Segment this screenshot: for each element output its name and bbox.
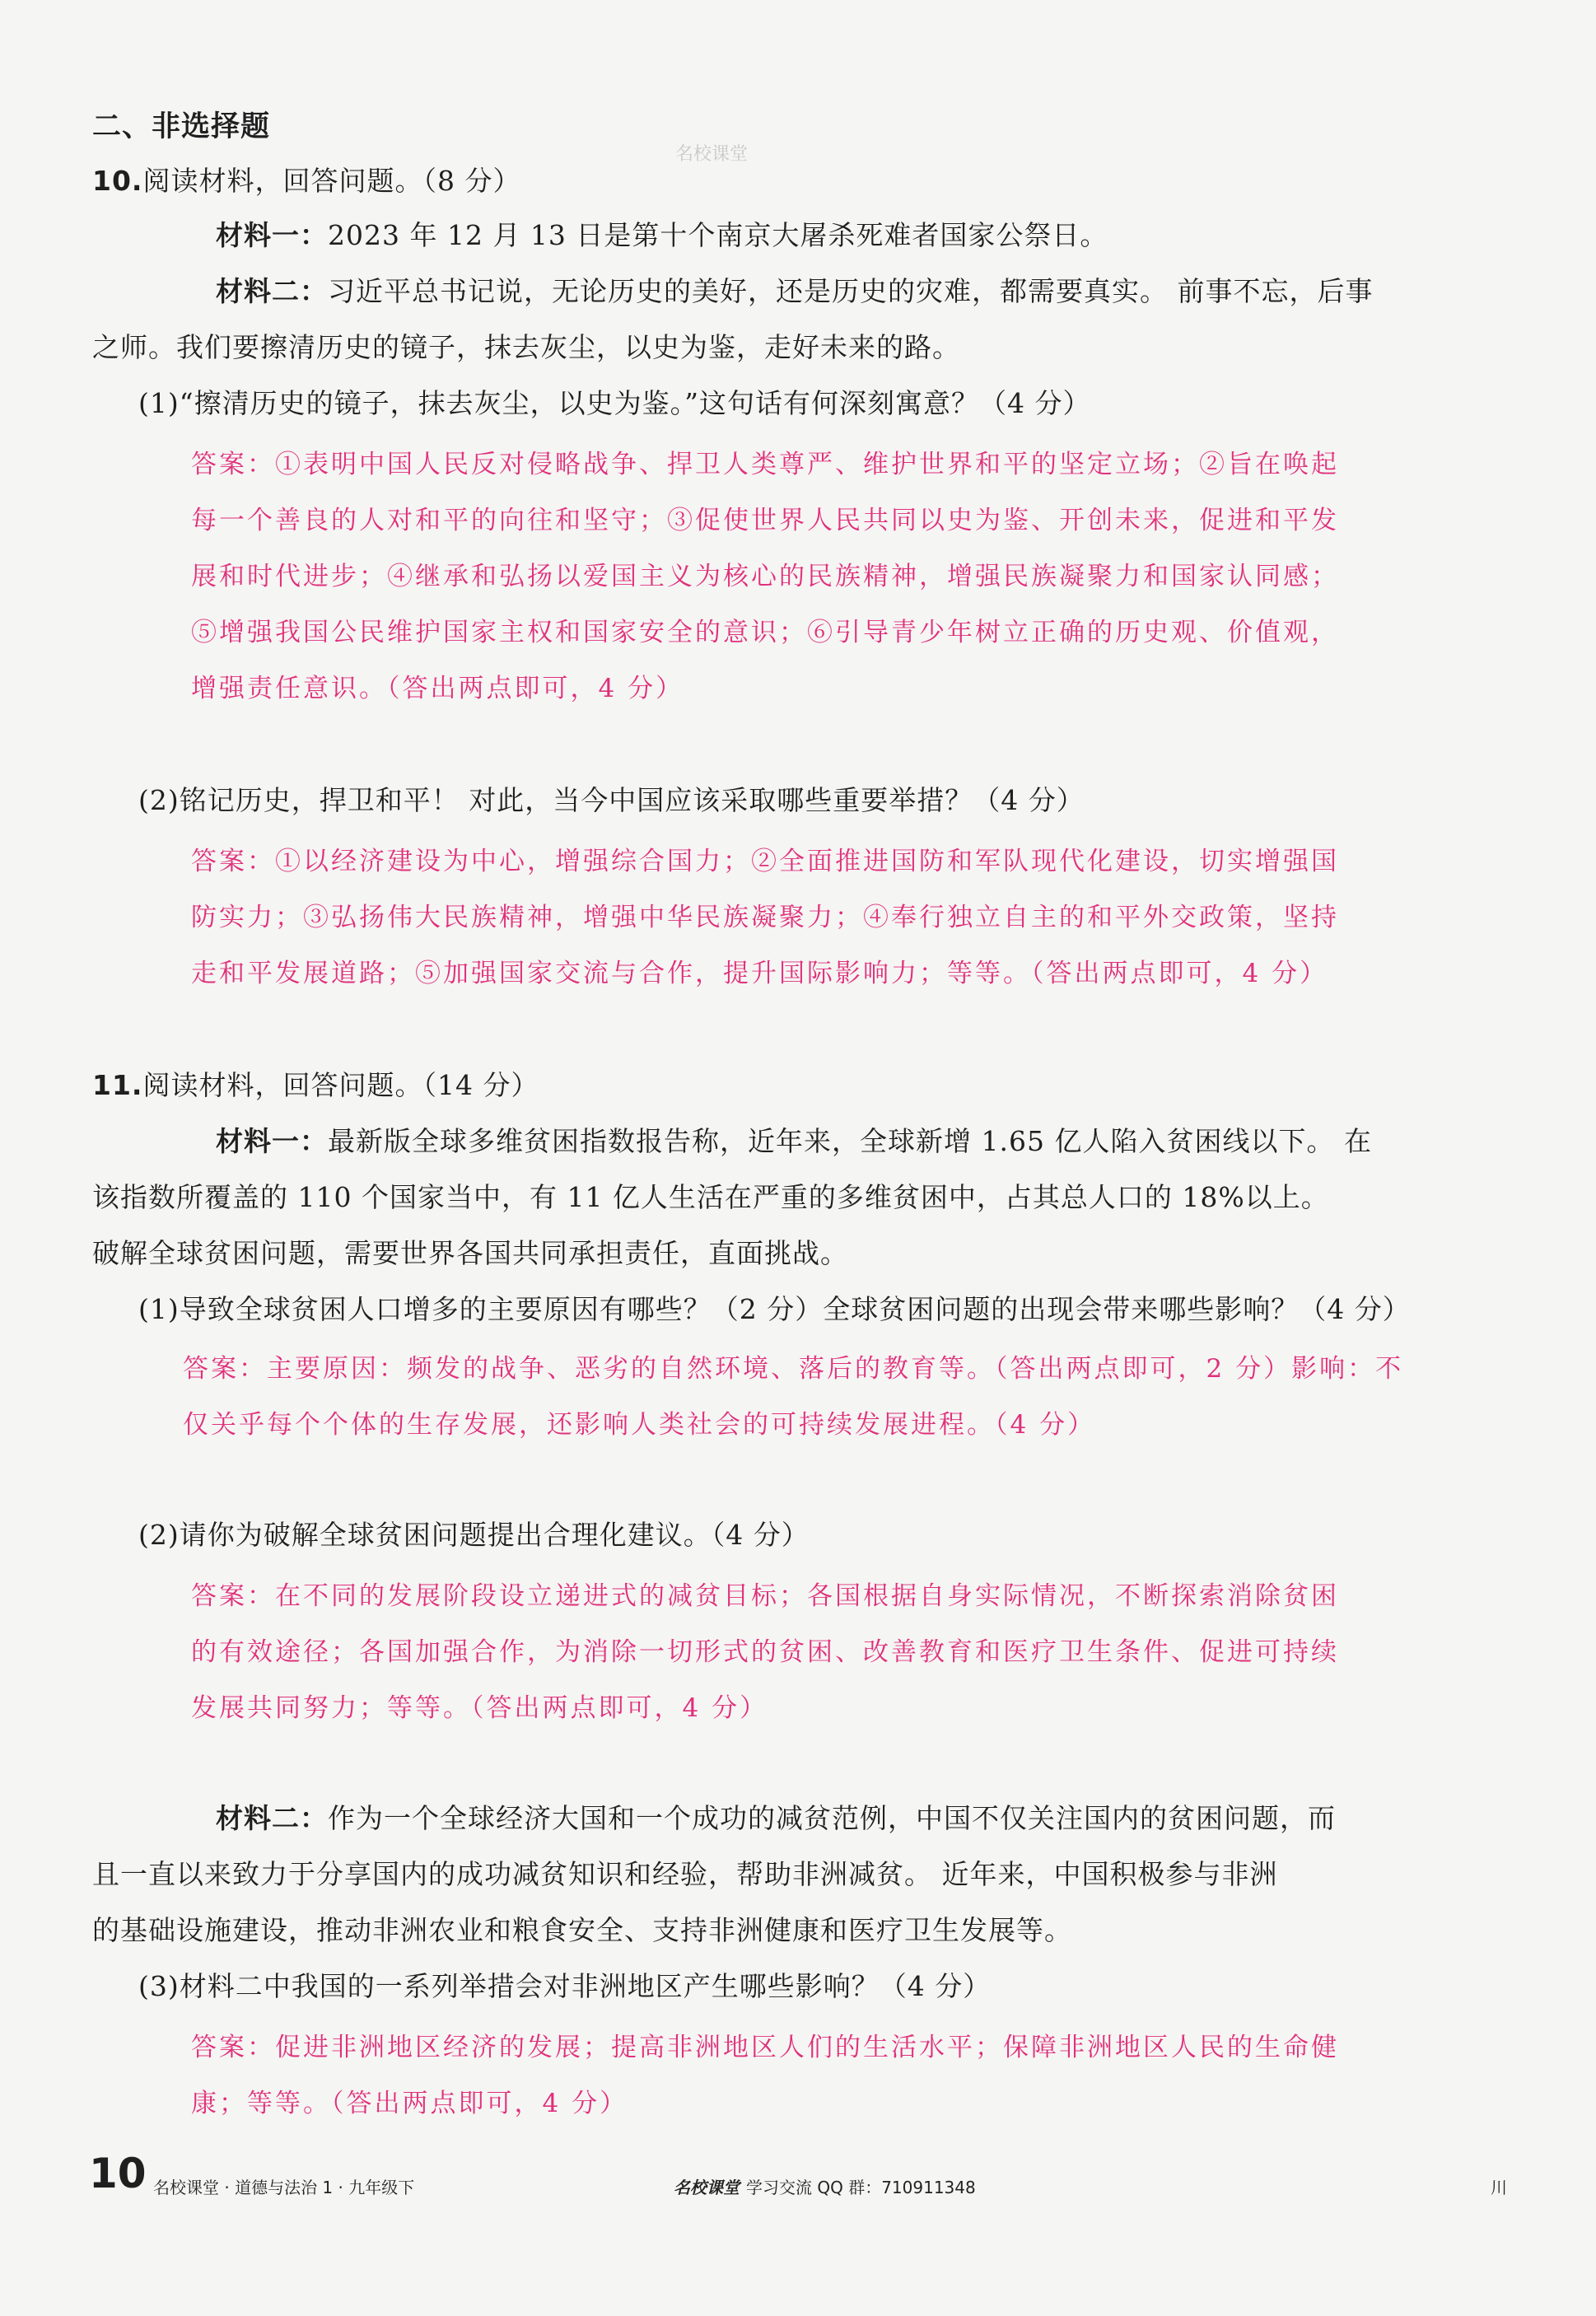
answer-line: 的有效途径；各国加强合作，为消除一切形式的贫困、改善教育和医疗卫生条件、促进可持续 [191,1637,1339,1667]
section-title: 二、非选择题 [92,110,271,143]
question-11-stem [92,1067,539,1104]
material-text: 作为一个全球经济大国和一个成功的减贫范例，中国不仅关注国内的贫困问题，而 [328,1802,1336,1834]
question-text: 阅读材料，回答问题。（8 分） [142,165,521,197]
material-label: 材料一： [216,1125,328,1157]
material-one-line: 该指数所覆盖的 110 个国家当中，有 11 亿人生活在严重的多维贫困中，占其总人口的 18%以上。 [92,1181,1329,1213]
material-two-line: 且一直以来致力于分享国内的成功减贫知识和经验，帮助非洲减贫。 近年来，中国积极参与非洲 [92,1858,1278,1890]
qq-group: 学习交流 QQ 群：710911348 [746,2178,976,2197]
footer-mark: 川 [1491,2178,1507,2197]
brand-logo: 名校课堂 [674,2178,740,2197]
answer-line: 答案：①表明中国人民反对侵略战争、捍卫人类尊严、维护世界和平的坚定立场；②旨在唤起 [191,450,1339,479]
material-two-line: 之师。我们要擦清历史的镜子，抹去灰尘，以史为鉴，走好未来的路。 [92,331,960,363]
material-two-line [216,1800,1336,1837]
material-label: 材料二： [216,1802,328,1834]
answer-line: 康；等等。（答出两点即可，4 分） [191,2089,628,2118]
answer-line: 答案：促进非洲地区经济的发展；提高非洲地区人们的生活水平；保障非洲地区人民的生命健 [191,2033,1339,2062]
material-text: 习近平总书记说，无论历史的美好，还是历史的灾难，都需要真实。 前事不忘，后事 [328,275,1374,307]
answer-line: ⑤增强我国公民维护国家主权和国家安全的意识；⑥引导青少年树立正确的历史观、价值观， [191,618,1339,647]
answer-line: 答案：主要原因：频发的战争、恶劣的自然环境、落后的教育等。（答出两点即可，2 分）影响：不 [183,1354,1404,1384]
sub-question: (2)铭记历史，捍卫和平！ 对此，当今中国应该采取哪些重要举措？（4 分） [138,784,1085,816]
answer-line: 答案：①以经济建设为中心，增强综合国力；②全面推进国防和军队现代化建设，切实增强国 [191,847,1339,876]
book-title: 名校课堂 · 道德与法治 1 · 九年级下 [153,2178,415,2197]
faint-show-through: 名校课堂 [675,144,749,165]
sub-question: (3)材料二中我国的一系列举措会对非洲地区产生哪些影响？（4 分） [138,1970,992,2002]
answer-line: 每一个善良的人对和平的向往和坚守；③促使世界人民共同以史为鉴、开创未来，促进和平发 [191,506,1339,535]
sub-question: (1)导致全球贫困人口增多的主要原因有哪些？（2 分）全球贫困问题的出现会带来哪些影响？（4 分） [138,1293,1411,1325]
material-one-line: 破解全球贫困问题，需要世界各国共同承担责任，直面挑战。 [92,1237,848,1269]
sub-question: (1)“擦清历史的镜子，抹去灰尘，以史为鉴。”这句话有何深刻寓意？（4 分） [138,387,1091,419]
material-label: 材料一： [216,219,328,251]
answer-line: 仅关乎每个个体的生存发展，还影响人类社会的可持续发展进程。（4 分） [183,1410,1096,1440]
material-one-line [216,1123,1372,1160]
answer-line: 走和平发展道路；⑤加强国家交流与合作，提升国际影响力；等等。（答出两点即可，4 分） [191,959,1328,988]
question-number: 10. [92,165,143,197]
material-two-line [216,273,1374,310]
material-text: 2023 年 12 月 13 日是第十个南京大屠杀死难者国家公祭日。 [328,219,1108,251]
page-number: 10 [89,2150,147,2197]
answer-line: 发展共同努力；等等。（答出两点即可，4 分） [191,1693,768,1723]
question-number: 11. [92,1069,143,1101]
material-text: 最新版全球多维贫困指数报告称，近年来，全球新增 1.65 亿人陷入贫困线以下。 在 [328,1125,1372,1157]
material-two-line: 的基础设施建设，推动非洲农业和粮食安全、支持非洲健康和医疗卫生发展等。 [92,1914,1072,1946]
answer-line: 防实力；③弘扬伟大民族精神，增强中华民族凝聚力；④奉行独立自主的和平外交政策，坚持 [191,903,1339,932]
answer-line: 答案：在不同的发展阶段设立递进式的减贫目标；各国根据自身实际情况，不断探索消除贫困 [191,1581,1339,1611]
sub-question: (2)请你为破解全球贫困问题提出合理化建议。（4 分） [138,1519,810,1551]
question-10-stem [92,163,520,199]
material-label: 材料二： [216,275,328,307]
answer-line: 展和时代进步；④继承和弘扬以爱国主义为核心的民族精神，增强民族凝聚力和国家认同感； [191,562,1339,591]
material-one [216,217,1108,254]
answer-line: 增强责任意识。（答出两点即可，4 分） [191,674,684,703]
question-text: 阅读材料，回答问题。（14 分） [142,1069,539,1101]
